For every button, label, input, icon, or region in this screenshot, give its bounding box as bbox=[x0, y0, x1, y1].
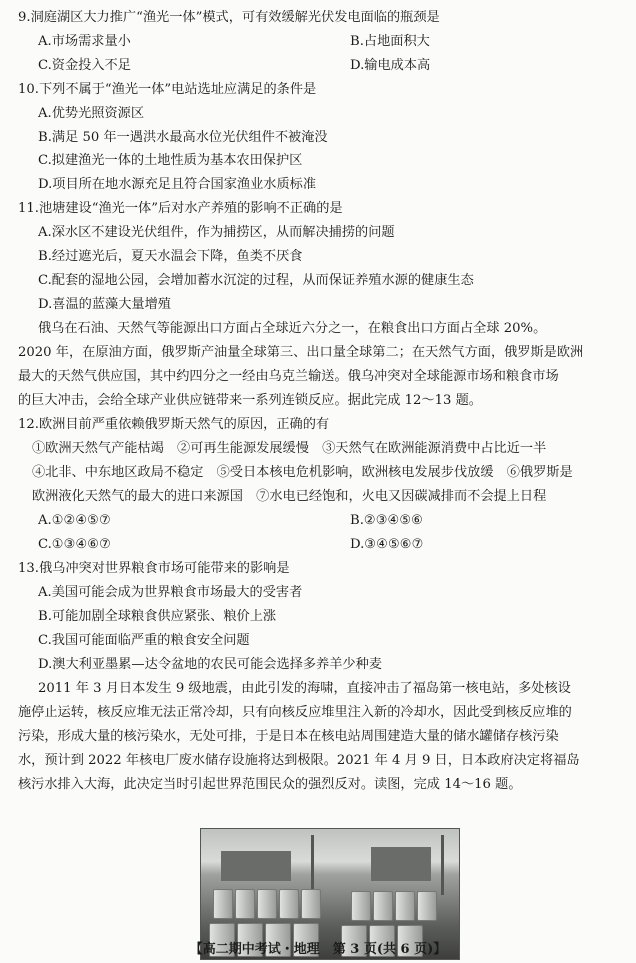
q13-option-b: B.可能加剧全球粮食供应紧张、粮价上涨 bbox=[38, 609, 277, 624]
passage2-line-1: 2011 年 3 月日本发生 9 级地震，由此引发的海啸，直接冲击了福岛第一核电站，多处核设 bbox=[38, 681, 571, 696]
photo-crane bbox=[441, 835, 444, 895]
q12-items-line-2: ④北非、中东地区政局不稳定 ⑤受日本核电危机影响，欧洲核电发展步伐放缓 ⑥俄罗斯是 bbox=[32, 465, 573, 480]
passage2-line-5: 核污水排入大海，此决定当时引起世界范围民众的强烈反对。读图，完成 14～16 题。 bbox=[18, 777, 522, 792]
photo-crane bbox=[311, 835, 314, 895]
q9-option-d: D.输电成本高 bbox=[350, 58, 431, 73]
photo-tank bbox=[257, 889, 277, 919]
passage2-line-3: 污染，形成大量的核污染水，无处可排，于是日本在核电站周围建造大量的储水罐储存核污染 bbox=[18, 729, 559, 744]
passage1-line-3: 最大的天然气供应国，其中约四分之一经由乌克兰输送。俄乌冲突对全球能源市场和粮食市场 bbox=[18, 369, 559, 384]
q9-stem: 9.洞庭湖区大力推广“渔光一体”模式，可有效缓解光伏发电面临的瓶颈是 bbox=[18, 10, 440, 25]
passage1-line-4: 的巨大冲击，会给全球产业供应链带来一系列连锁反应。据此完成 12～13 题。 bbox=[18, 393, 482, 408]
q12-items-line-1: ①欧洲天然气产能枯竭 ②可再生能源发展缓慢 ③天然气在欧洲能源消费中占比近一半 bbox=[32, 441, 547, 456]
q11-option-a: A.深水区不建设光伏组件，作为捕捞区，从而解决捕捞的问题 bbox=[38, 225, 395, 240]
q11-option-c: C.配套的湿地公园，会增加蓄水沉淀的过程，从而保证养殖水源的健康生态 bbox=[38, 273, 474, 288]
photo-tank bbox=[301, 889, 321, 919]
photo-tank bbox=[395, 891, 415, 921]
q10-option-b: B.满足 50 年一遇洪水最高水位光伏组件不被淹没 bbox=[38, 130, 328, 145]
q11-option-d: D.喜温的蓝藻大量增殖 bbox=[38, 297, 171, 312]
q13-stem: 13.俄乌冲突对世界粮食市场可能带来的影响是 bbox=[18, 561, 290, 576]
q11-stem: 11.池塘建设“渔光一体”后对水产养殖的影响不正确的是 bbox=[18, 201, 343, 216]
photo-building bbox=[371, 847, 431, 881]
photo-tank bbox=[279, 889, 299, 919]
photo-tank bbox=[373, 891, 393, 921]
q10-option-a: A.优势光照资源区 bbox=[38, 106, 145, 121]
passage1-line-1: 俄乌在石油、天然气等能源出口方面占全球近六分之一，在粮食出口方面占全球 20%。 bbox=[38, 321, 547, 336]
photo-building bbox=[221, 851, 291, 881]
q10-option-d: D.项目所在地水源充足且符合国家渔业水质标准 bbox=[38, 177, 317, 192]
q12-option-c: C.①③④⑥⑦ bbox=[38, 537, 111, 552]
q9-option-b: B.占地面积大 bbox=[350, 34, 430, 49]
photo-tank bbox=[351, 891, 371, 921]
passage2-line-4: 水，预计到 2022 年核电厂废水储存设施将达到极限。2021 年 4 月 9 日，日本政府决定将福岛 bbox=[18, 753, 580, 768]
photo-tank bbox=[235, 889, 255, 919]
q9-option-c: C.资金投入不足 bbox=[38, 58, 131, 73]
passage2-line-2: 施停止运转，核反应堆无法正常冷却，只有向核反应堆里注入新的冷却水，因此受到核反应堆的 bbox=[18, 705, 572, 720]
q12-items-line-3: 欧洲液化天然气的最大的进口来源国 ⑦水电已经饱和，火电又因碳减排而不会提上日程 bbox=[32, 489, 547, 504]
q13-option-c: C.我国可能面临严重的粮食安全问题 bbox=[38, 633, 250, 648]
page-footer: 【高二期中考试・地理 第 3 页(共 6 页)】 bbox=[189, 942, 447, 957]
passage1-line-2: 2020 年，在原油方面，俄罗斯产油量全球第三、出口量全球第二；在天然气方面，俄罗斯是欧洲 bbox=[18, 345, 584, 360]
photo-tank bbox=[417, 891, 437, 921]
q12-option-a: A.①②④⑤⑦ bbox=[38, 513, 111, 528]
q9-option-a: A.市场需求量小 bbox=[38, 34, 131, 49]
q12-stem: 12.欧洲目前严重依赖俄罗斯天然气的原因，正确的有 bbox=[18, 417, 330, 432]
q13-option-a: A.美国可能会成为世界粮食市场最大的受害者 bbox=[38, 585, 303, 600]
q12-option-d: D.③④⑤⑥⑦ bbox=[350, 537, 424, 552]
photo-tank bbox=[213, 889, 233, 919]
q12-option-b: B.②③④⑤⑥ bbox=[350, 513, 423, 528]
q13-option-d: D.澳大利亚墨累—达令盆地的农民可能会选择多养羊少种麦 bbox=[38, 657, 382, 672]
q10-stem: 10.下列不属于“渔光一体”电站选址应满足的条件是 bbox=[18, 82, 317, 97]
q11-option-b: B.经过遮光后，夏天水温会下降，鱼类不厌食 bbox=[38, 249, 303, 264]
q10-option-c: C.拟建渔光一体的土地性质为基本农田保护区 bbox=[38, 153, 303, 168]
